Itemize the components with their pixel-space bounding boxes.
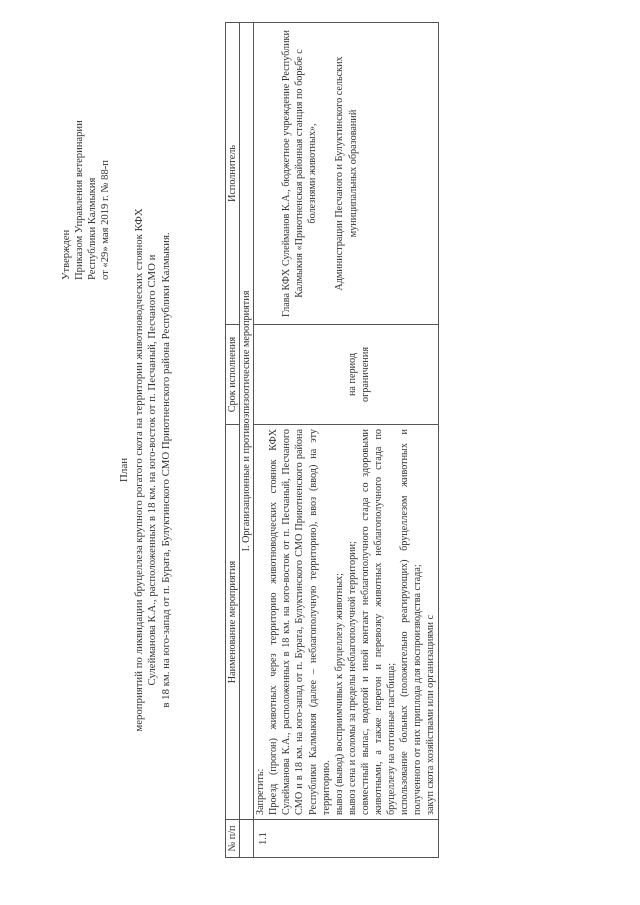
approval-block (60, 30, 112, 280)
table-header-row (226, 23, 240, 858)
measure-text: вывоз (вывод) восприимчивых к бруцеллезу животных; (333, 573, 345, 815)
section-heading: I. Организационные и противоэпизоотические мероприятия (240, 23, 254, 820)
measure-text: использование больных (положительно реагирующих) бруцеллезом животных и полученного от них приплода для воспроизводства стада; (399, 429, 424, 815)
table-row (254, 23, 438, 858)
row-measures (254, 425, 438, 820)
executor-text: Администрации Песчаного и Булуктинского сельских муниципальных образований (334, 56, 359, 291)
approval-line: Республики Калмыкия (87, 177, 98, 280)
measure-text: вывоз сена и соломы за пределы неблагополучной территории; (346, 541, 358, 815)
row-executor (254, 23, 438, 325)
title-line: Сулейманова К.А., расположенных в 18 км. на юго-восток от п. Песчаный, Песчаного СМО и (146, 254, 159, 686)
measure-text: Проезд (прогон) животных через территорию животноводческих стоянок КФХ Сулейманова К.А., расположенных в 18 км. на юго-восток от п. Песчаный, Песчаного СМО и в 18 км. на юго-запад от п. Бурата, Булуктинского СМО Приютненского района Республики Калмыкия (далее – неблагополучную территорию), ввоз (ввод) на эту территорию. (268, 429, 332, 815)
plan-table (225, 22, 439, 858)
executor-text: Глава КФХ Сулейманов К.А., бюджетное учреждение Республики Калмыкия «Приютненская районная станция по борьбе с болезнями животных», (281, 30, 319, 317)
approval-line: от «29» мая 2019 г. № 88-п (100, 160, 111, 280)
title-line: в 18 км. на юго-запад от п. Бурата, Булуктинского СМО Приютненского района Республики Калмыкия. (159, 232, 172, 708)
title-line: мероприятий по ликвидации бруцеллеза крупного рогатого скота на территории животноводческих стоянок КФХ (133, 208, 146, 732)
column-header-term: Срок исполнения (226, 325, 240, 425)
row-term: на период ограничения (254, 325, 438, 425)
column-header-measures: Наименование мероприятия (226, 425, 240, 820)
column-header-num: № п/п (226, 820, 240, 858)
column-header-executor: Исполнитель (226, 23, 240, 325)
row-number: 1.1 (254, 820, 438, 858)
measure-text: Запретить: (255, 768, 267, 815)
title-heading: План (118, 457, 130, 483)
measure-text: закуп скота хозяйствами или организациями с (425, 614, 437, 815)
approval-line: Приказом Управления ветеринарии (74, 120, 85, 280)
document-title (118, 75, 173, 865)
measure-text: совместный выпас, водопой и иной контакт неблагополучного стада со здоровыми животными, а также перегон и перевозку животных неблагополучного стада по бруцеллезу на отгонные пастбища; (359, 429, 398, 815)
section-row (240, 23, 254, 858)
approval-line: Утвержден (61, 229, 72, 280)
